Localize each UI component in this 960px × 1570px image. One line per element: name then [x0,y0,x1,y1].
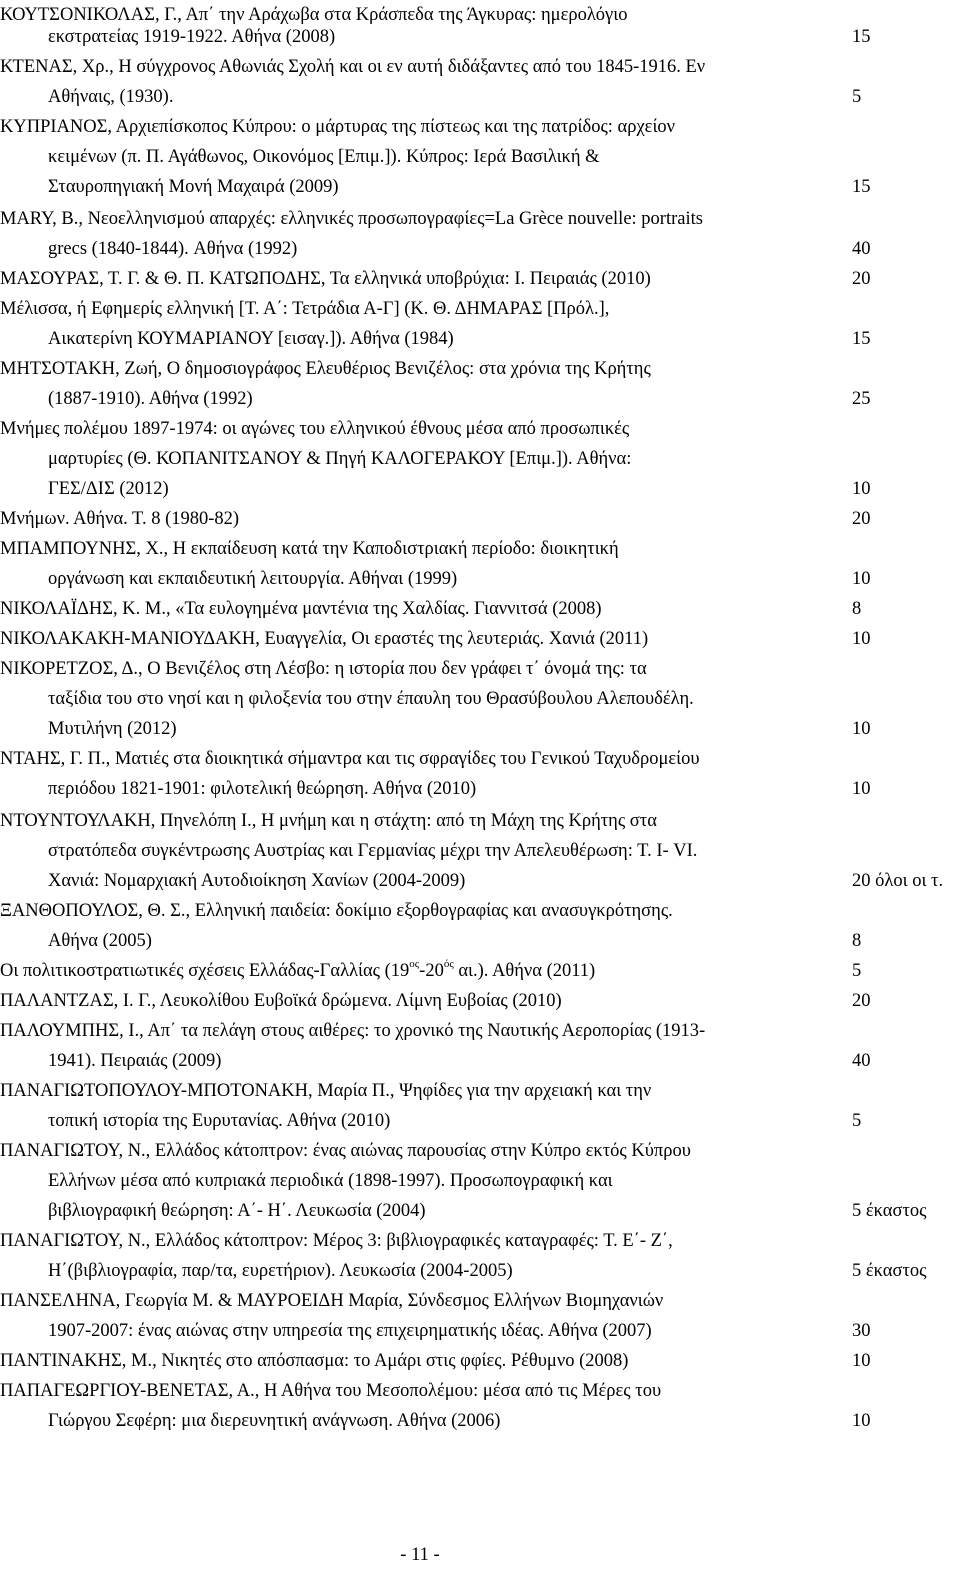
entry-line [0,1166,960,1196]
entry-text: ΚΤΕΝΑΣ, Χρ., Η σύγχρονος Αθωνιάς Σχολή και οι εν αυτή διδάξαντες από του 1845-1916. Εν [0,57,706,77]
superscript: ός [443,957,454,970]
entry-price: 40 [852,1051,871,1071]
entry-text-part: Οι πολιτικοστρατιωτικές σχέσεις Ελλάδας-Γαλλίας (19 [0,961,410,981]
entry-line [0,1046,960,1076]
entry-line [0,956,960,986]
entry-line [0,1286,960,1316]
entry-text: ΠΑΝΤΙΝΑΚΗΣ, Μ., Νικητές στο απόσπασμα: το Αμάρι στις φφίες. Ρέθυμνο (2008) [0,1351,629,1371]
entry-line [0,52,960,82]
entry-text: Αθήναις, (1930). [48,87,174,107]
entry-text: ΠΑΛΑΝΤΖΑΣ, Ι. Γ., Λευκολίθου Ευβοϊκά δρώμενα. Λίμνη Ευβοίας (2010) [0,991,562,1011]
entry-text: 1941). Πειραιάς (2009) [48,1051,222,1071]
entry-line [0,926,960,956]
entry-line [0,234,960,264]
entry-line [0,624,960,654]
entry-price: 10 [852,779,871,799]
entry-line [0,1256,960,1286]
entry-line [0,1196,960,1226]
entry-text: ΠΑΝΑΓΙΩΤΟΥ, Ν., Ελλάδος κάτοπτρον: ένας αιώνας παρουσίας στην Κύπρο εκτός Κύπρου [0,1141,691,1161]
entry-price: 40 [852,239,871,259]
entry-text: ΝΙΚΟΛΑΪΔΗΣ, Κ. Μ., «Τα ευλογημένα μαντένια της Χαλδίας. Γιαννιτσά (2008) [0,599,602,619]
entry-price: 15 [852,329,871,349]
entry-line [0,1316,960,1346]
entry-line [0,1376,960,1406]
entry-price: 5 έκαστος [852,1261,927,1281]
entry-text: οργάνωση και εκπαιδευτική λειτουργία. Αθήναι (1999) [48,569,458,589]
entry-price: 5 [852,87,862,107]
entry-price: 5 έκαστος [852,1201,927,1221]
entry-line [0,836,960,866]
entry-text: στρατόπεδα συγκέντρωσης Αυστρίας και Γερμανίας μέχρι την Απελευθέρωση: Τ. Ι- VI. [48,841,698,861]
entry-text: MARY, B., Νεοελληνισμού απαρχές: ελληνικές προσωπογραφίες=La Grèce nouvelle: portraits [0,209,703,229]
entry-line [0,564,960,594]
entry-text: ΜΠΑΜΠΟΥΝΗΣ, Χ., Η εκπαίδευση κατά την Καποδιστριακή περίοδο: διοικητική [0,539,619,559]
entry-line [0,204,960,234]
entry-text: ΓΕΣ/ΔΙΣ (2012) [48,479,169,499]
entry-line [0,1076,960,1106]
entry-text: ΞΑΝΘΟΠΟΥΛΟΣ, Θ. Σ., Ελληνική παιδεία: δοκίμιο εξορθογραφίας και ανασυγκρότησης. [0,901,673,921]
entry-line [0,654,960,684]
entry-text: ΜΑΣΟΥΡΑΣ, Τ. Γ. & Θ. Π. ΚΑΤΩΠΟΔΗΣ, Τα ελληνικά υποβρύχια: Ι. Πειραιάς (2010) [0,269,651,289]
entry-text: ΚΥΠΡΙΑΝΟΣ, Αρχιεπίσκοπος Κύπρου: ο μάρτυρας της πίστεως και της πατρίδος: αρχείον [0,117,676,137]
entry-line [0,774,960,804]
entry-text: ταξίδια του στο νησί και η φιλοξενία του στην έπαυλη του Θρασύβουλου Αλεπουδέλη. [48,689,694,709]
entry-line [0,172,960,202]
entry-line [0,684,960,714]
entry-text: Σταυροπηγιακή Μονή Μαχαιρά (2009) [48,177,339,197]
entry-price: 20 [852,991,871,1011]
entry-price: 25 [852,389,871,409]
entry-price: 8 [852,931,862,951]
entry-price: 10 [852,1351,871,1371]
entry-text: Μυτιλήνη (2012) [48,719,177,739]
entry-line [0,324,960,354]
entry-text: Γιώργου Σεφέρη: μια διερευνητική ανάγνωση. Αθήνα (2006) [48,1411,501,1431]
entry-text: ΠΑΝΑΓΙΩΤΟΠΟΥΛΟΥ-ΜΠΟΤΟΝΑΚΗ, Μαρία Π., Ψηφίδες για την αρχειακή και την [0,1081,652,1101]
entry-text: Η΄(βιβλιογραφία, παρ/τα, ευρετήριον). Λευκωσία (2004-2005) [48,1261,513,1281]
entry-price: 15 [852,177,871,197]
entry-line [0,22,960,52]
entry-price: 10 [852,479,871,499]
entry-line [0,142,960,172]
entry-text-part: -20 [419,961,444,981]
entry-line [0,264,960,294]
entry-text: (1887-1910). Αθήνα (1992) [48,389,253,409]
entry-text-part: αι.). Αθήνα (2011) [453,961,596,981]
entry-line [0,82,960,112]
entry-price: 10 [852,629,871,649]
entry-line [0,714,960,744]
entry-text: Ελλήνων μέσα από κυπριακά περιοδικά (1898-1997). Προσωπογραφική και [48,1171,613,1191]
entry-line [0,444,960,474]
entry-line [0,354,960,384]
entry-line [0,1136,960,1166]
entry-text: ΠΑΝΣΕΛΗΝΑ, Γεωργία Μ. & ΜΑΥΡΟΕΙΔΗ Μαρία, Σύνδεσμος Ελλήνων Βιομηχανιών [0,1291,664,1311]
entry-text: περιόδου 1821-1901: φιλοτελική θεώρηση. Αθήνα (2010) [48,779,477,799]
entry-line [0,986,960,1016]
entry-text: Μνήμες πολέμου 1897-1974: οι αγώνες του ελληνικού έθνους μέσα από προσωπικές [0,419,630,439]
entry-text: Αθήνα (2005) [48,931,152,951]
entry-line [0,294,960,324]
entry-text: ΝΙΚΟΡΕΤΖΟΣ, Δ., Ο Βενιζέλος στη Λέσβο: η ιστορία που δεν γράφει τ΄ όνομά της: τα [0,659,647,679]
entry-price: 5 [852,961,862,981]
entry-line [0,806,960,836]
entry-line [0,594,960,624]
entry-text: 1907-2007: ένας αιώνας στην υπηρεσία της επιχειρηματικής ιδέας. Αθήνα (2007) [48,1321,652,1341]
entry-text: ΠΑΠΑΓΕΩΡΓΙΟΥ-ΒΕΝΕΤΑΣ, Α., Η Αθήνα του Μεσοπολέμου: μέσα από τις Μέρες του [0,1381,662,1401]
entry-line [0,896,960,926]
entry-text: εκστρατείας 1919-1922. Αθήνα (2008) [48,27,336,47]
entry-text: ΜΗΤΣΟΤΑΚΗ, Ζωή, Ο δημοσιογράφος Ελευθέριος Βενιζέλος: στα χρόνια της Κρήτης [0,359,651,379]
entry-text: ΠΑΝΑΓΙΩΤΟΥ, Ν., Ελλάδος κάτοπτρον: Μέρος 3: βιβλιογραφικές καταγραφές: Τ. Ε΄- Ζ΄, [0,1231,673,1251]
entry-price: 10 [852,569,871,589]
entry-line [0,534,960,564]
entry-price: 20 [852,269,871,289]
entry-line [0,474,960,504]
entry-line [0,112,960,142]
entry-text: τοπική ιστορία της Ευρυτανίας. Αθήνα (2010) [48,1111,391,1131]
entry-line [0,384,960,414]
entry-price: 15 [852,27,871,47]
entry-line [0,1226,960,1256]
entry-price: 5 [852,1111,862,1131]
entry-text [0,956,595,986]
entry-line [0,1346,960,1376]
entry-text: grecs (1840-1844). Αθήνα (1992) [48,239,298,259]
entry-text: ΝΤΟΥΝΤΟΥΛΑΚΗ, Πηνελόπη Ι., Η μνήμη και η στάχτη: από τη Μάχη της Κρήτης στα [0,811,657,831]
entry-text: ΝΙΚΟΛΑΚΑΚΗ-ΜΑΝΙΟΥΔΑΚΗ, Ευαγγελία, Οι εραστές της λευτεριάς. Χανιά (2011) [0,629,649,649]
entry-price: 20 όλοι οι τ. [852,871,944,891]
entry-price: 8 [852,599,862,619]
entry-line [0,414,960,444]
entry-text: Μέλισσα, ή Εφημερίς ελληνική [Τ. Α΄: Τετράδια Α-Γ] (Κ. Θ. ΔΗΜΑΡΑΣ [Πρόλ.], [0,299,610,319]
entry-text: κειμένων (π. Π. Αγάθωνος, Οικονόμος [Επιμ.]). Κύπρος: Ιερά Βασιλική & [48,147,600,167]
entry-price: 20 [852,509,871,529]
entry-text: βιβλιογραφική θεώρηση: Α΄- Η΄. Λευκωσία (2004) [48,1201,426,1221]
entry-price: 10 [852,719,871,739]
entry-text: Χανιά: Νομαρχιακή Αυτοδιοίκηση Χανίων (2004-2009) [48,871,466,891]
entry-line [0,744,960,774]
entry-line [0,1106,960,1136]
superscript: ος [409,957,420,970]
entry-line [0,866,960,896]
entry-text: ΠΑΛΟΥΜΠΗΣ, Ι., Απ΄ τα πελάγη στους αιθέρες: το χρονικό της Ναυτικής Αεροπορίας (1913- [0,1021,706,1041]
entry-line [0,1406,960,1436]
entry-line [0,504,960,534]
entry-price: 30 [852,1321,871,1341]
entry-text: μαρτυρίες (Θ. ΚΟΠΑΝΙΤΣΑΝΟΥ & Πηγή ΚΑΛΟΓΕΡΑΚΟΥ [Επιμ.]). Αθήνα: [48,449,632,469]
entry-line [0,1016,960,1046]
entry-text: ΝΤΑΗΣ, Γ. Π., Ματιές στα διοικητικά σήμαντρα και τις σφραγίδες του Γενικού Ταχυδρομείου [0,749,700,769]
page-number-text: - 11 - [400,1545,440,1565]
entry-price: 10 [852,1411,871,1431]
entry-text: Μνήμων. Αθήνα. Τ. 8 (1980-82) [0,509,240,529]
entry-text: ΚΟΥΤΣΟΝΙΚΟΛΑΣ, Γ., Απ΄ την Αράχωβα στα Κράσπεδα της Άγκυρας: ημερολόγιο [0,5,628,25]
entry-text: Αικατερίνη ΚΟΥΜΑΡΙΑΝΟΥ [εισαγ.]). Αθήνα (1984) [48,329,454,349]
